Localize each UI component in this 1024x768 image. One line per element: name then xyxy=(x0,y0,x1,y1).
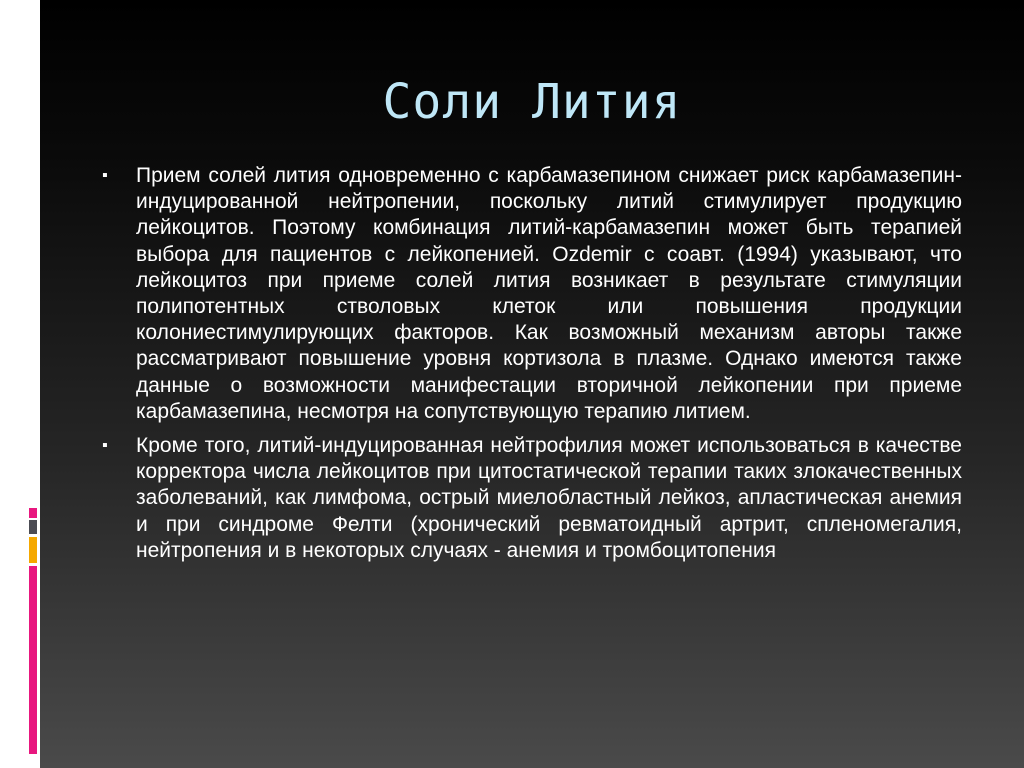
bullet-item xyxy=(102,433,962,564)
slide-body xyxy=(102,163,962,572)
accent-bar-pink-long xyxy=(29,566,37,754)
accent-bar-gray xyxy=(29,520,37,534)
accent-bar-pink-small xyxy=(29,508,37,518)
square-bullet-icon: ▪ xyxy=(102,167,108,184)
bullet-item xyxy=(102,163,962,425)
bullet-text: Кроме того, литий-индуцированная нейтрофилия может использоваться в качестве корректора числа лейкоцитов при цитостатической терапии таких злокачественных заболеваний, как лимфома, острый миелобластный лейкоз, апластическая анемия и при синдроме Фелти (хронический ревматоидный артрит, спленомегалия, нейтропения и в некоторых случаях - анемия и тромбоцитопения xyxy=(136,434,962,562)
slide-title: Соли Лития xyxy=(382,74,682,130)
accent-bar-orange xyxy=(29,537,37,563)
bullet-text: Прием солей лития одновременно с карбамазепином снижает риск карбамазепин-индуцированной нейтропении, поскольку литий стимулирует продукцию лейкоцитов. Поэтому комбинация литий-карбамазепин может быть терапией выбора для пациентов с лейкопенией. Ozdemir с соавт. (1994) указывают, что лейкоцитоз при приеме солей лития возникает в результате стимуляции полипотентных стволовых клеток или повышения продукции колониестимулирующих факторов. Как возможный механизм авторы также рассматривают повышение уровня кортизола в плазме. Однако имеются также данные о возможности манифестации вторичной лейкопении при приеме карбамазепина, несмотря на сопутствующую терапию литием. xyxy=(136,164,962,423)
square-bullet-icon: ▪ xyxy=(102,437,108,455)
